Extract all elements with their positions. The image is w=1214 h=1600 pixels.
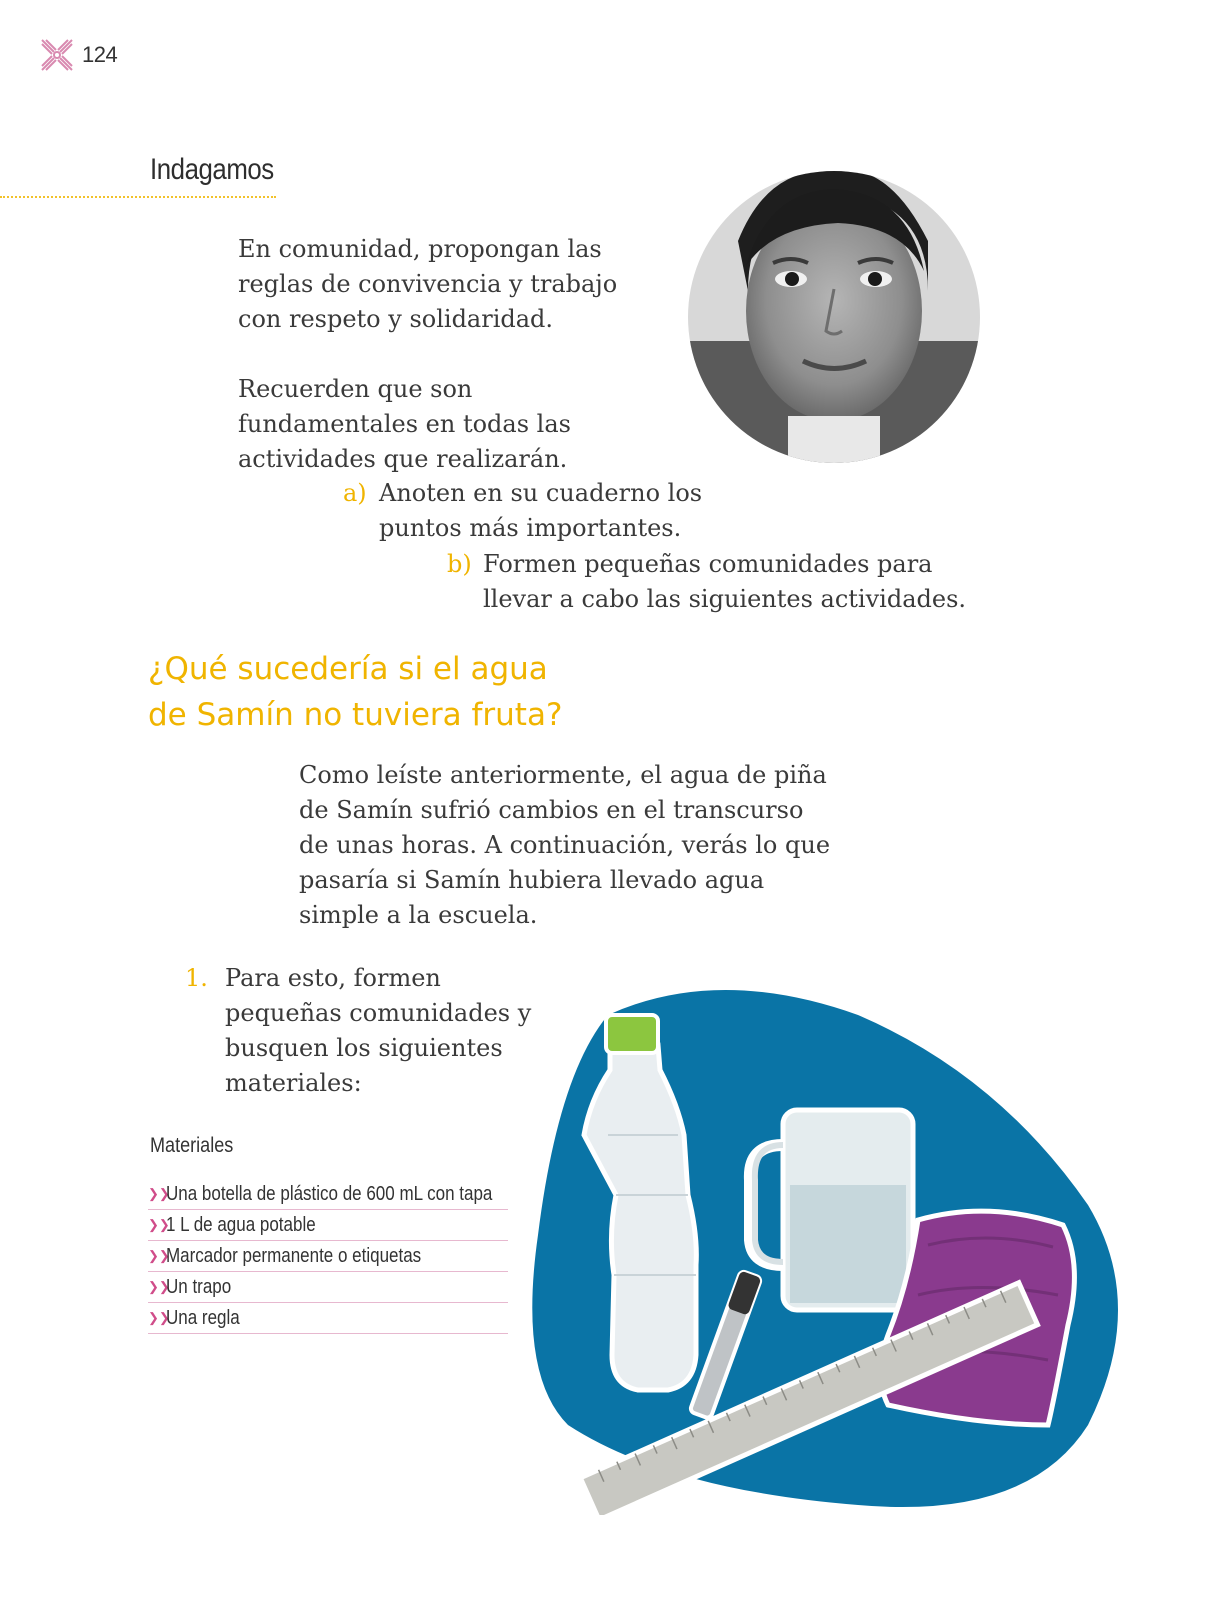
list-item: ❯❯ 1 L de agua potable	[148, 1210, 508, 1241]
child-portrait-photo	[688, 171, 980, 463]
page-header	[40, 38, 117, 72]
list-item-b	[447, 547, 1007, 617]
list-item-text: Anoten en su cuaderno los puntos más importantes.	[379, 479, 703, 542]
materials-list	[148, 1179, 508, 1334]
intro-paragraph-2: Recuerden que son fundamentales en todas las actividades que realizarán.	[238, 375, 571, 473]
list-item: ❯❯ Un trapo	[148, 1272, 508, 1303]
section-title: Indagamos	[150, 153, 274, 186]
question-line-1: ¿Qué sucedería si el agua	[148, 651, 548, 687]
page-number: 124	[82, 42, 118, 67]
list-marker: a)	[343, 479, 367, 507]
chevron-right-icon: ❯❯	[148, 1279, 170, 1294]
list-item: ❯❯ Una regla	[148, 1303, 508, 1334]
body-paragraph: Como leíste anteriormente, el agua de piña de Samín sufrió cambios en el transcurso de unas horas. A continuación, verás lo que pasaría si Samín hubiera llevado agua simple a la escuela.	[299, 761, 831, 929]
question-heading	[148, 646, 562, 738]
chevron-right-icon: ❯❯	[148, 1310, 170, 1325]
list-item-a	[343, 476, 763, 546]
step-text: Para esto, formen pequeñas comunidades y busquen los siguientes materiales:	[225, 964, 532, 1097]
chevron-right-icon: ❯❯	[148, 1217, 170, 1232]
step-1	[185, 961, 545, 1101]
intro-paragraph-1: En comunidad, propongan las reglas de convivencia y trabajo con respeto y solidaridad.	[238, 235, 618, 333]
materials-title: Materiales	[150, 1134, 234, 1157]
list-marker: b)	[447, 550, 472, 578]
title-underline	[0, 196, 276, 198]
materials-illustration	[528, 975, 1128, 1515]
chevron-right-icon: ❯❯	[148, 1186, 170, 1201]
list-item: ❯❯ Marcador permanente o etiquetas	[148, 1241, 508, 1272]
list-item-text: Formen pequeñas comunidades para llevar a cabo las siguientes actividades.	[483, 550, 967, 613]
step-marker: 1.	[185, 964, 208, 992]
star-ornament-icon	[40, 38, 74, 72]
question-line-2: de Samín no tuviera fruta?	[148, 697, 563, 733]
list-item: ❯❯ Una botella de plástico de 600 mL con tapa	[148, 1179, 508, 1210]
chevron-right-icon: ❯❯	[148, 1248, 170, 1263]
